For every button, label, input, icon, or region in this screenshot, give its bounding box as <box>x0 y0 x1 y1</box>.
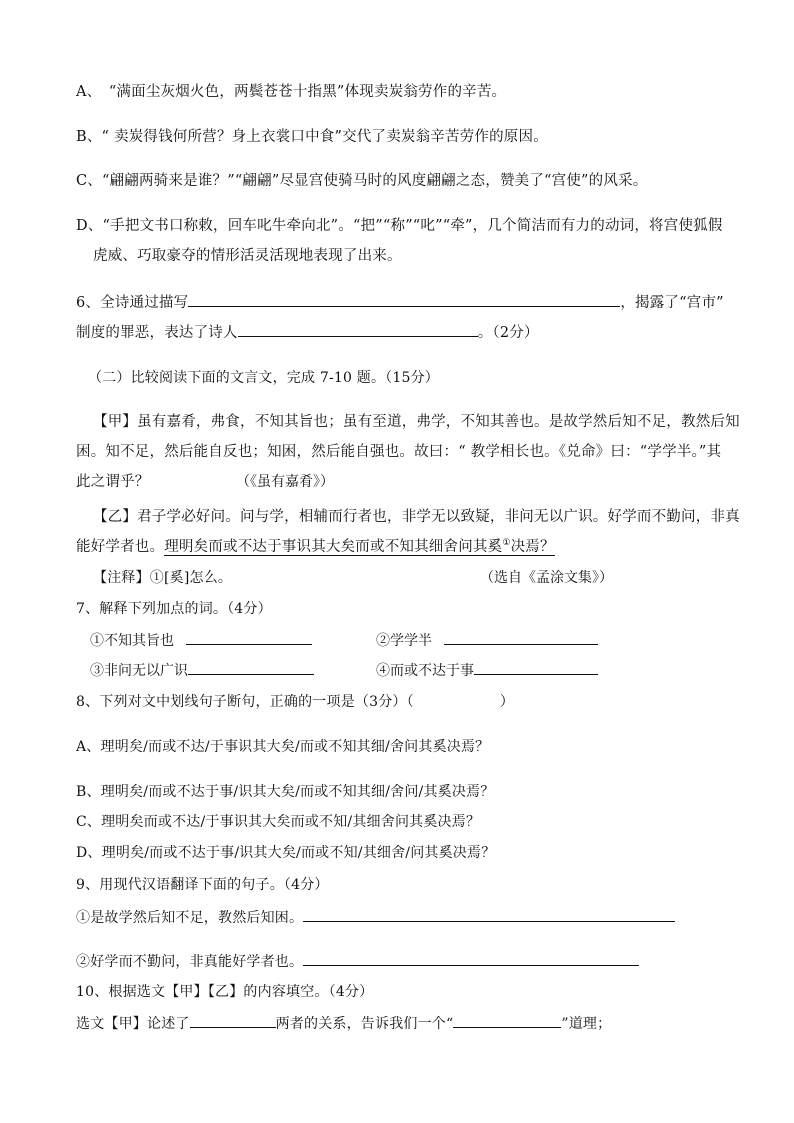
q7-blank-4[interactable] <box>474 660 598 675</box>
q7-item-2: ②学学半 <box>376 630 598 651</box>
text-yi-line1: 【乙】君子学必好问。问与学，相辅而行者也，非学无以致疑，非问无以广识。好学而不勤问，非真 <box>93 509 740 525</box>
q7-item-4: ④而或不达于事 <box>376 660 598 681</box>
annotation: 【注释】①[奚]怎么。 <box>93 570 233 586</box>
text-jia-line2: 困。知不足，然后能自反也；知困，然后能自强也。故曰：“ 教学相长也。《兑命》曰：“学学半。”其 <box>76 444 722 460</box>
option-a: A、 “满面尘灰烟火色，两鬓苍苍十指黑”体现卖炭翁劳作的辛苦。 <box>76 84 507 100</box>
text-yi-line2: 能好学者也。理明矣而或不达于事识其大矣而或不知其细舍问其奚①决焉？ <box>76 538 555 555</box>
q7-item-1: ①不知其旨也 <box>90 630 312 651</box>
q10-blank-2[interactable] <box>453 1013 561 1028</box>
q10-line1: 选文【甲】论述了 两者的关系，告诉我们一个“ ”道理； <box>76 1013 754 1034</box>
q8-option-c: C、理明矣而或不达/于事识其大矣而或不知/其细舍问其奚决焉？ <box>76 814 481 830</box>
q9-item-1: ①是故学然后知不足，教然后知困。 <box>76 907 754 928</box>
q7-blank-1[interactable] <box>186 630 312 645</box>
question-10: 10、根据选文【甲】【乙】的内容填空。（4分） <box>76 984 374 1000</box>
q8-option-a: A、理明矣/而或不达/于事识其大矣/而或不知其细/舍问其奚决焉？ <box>76 739 490 755</box>
q7-item-3: ③非问无以广识 <box>90 660 314 681</box>
q7-blank-3[interactable] <box>188 660 314 675</box>
text-jia-source: （《虽有嘉肴》） <box>236 474 334 490</box>
section-2-heading: （二）比较阅读下面的文言文，完成 7-10 题。（15分） <box>88 370 439 386</box>
question-7: 7、解释下列加点的词。（4分） <box>76 601 272 617</box>
q9-item-2: ②好学而不勤问，非真能好学者也。 <box>76 951 754 972</box>
q7-blank-2[interactable] <box>444 630 598 645</box>
q6-blank-2[interactable] <box>238 322 478 337</box>
text-jia-line1: 【甲】虽有嘉肴，弗食，不知其旨也；虽有至道，弗学，不知其善也。是故学然后知不足，教然后知 <box>93 414 740 430</box>
q6-blank-1[interactable] <box>188 292 620 307</box>
underlined-sentence: 理明矣而或不达于事识其大矣而或不知其细舍问其奚①决焉？ <box>164 538 555 555</box>
q8-option-b: B、理明矣/而或不达于事/识其大矣/而或不知其细/舍问/其奚决焉？ <box>76 784 495 800</box>
q9-blank-2[interactable] <box>303 951 639 966</box>
q8-option-d: D、理明矣/而或不达于事/识其大矣/而或不知/其细舍/问其奚决焉？ <box>76 845 496 861</box>
q10-blank-1[interactable] <box>190 1013 276 1028</box>
text-jia-line3: 此之谓乎？ <box>76 474 150 490</box>
question-9: 9、用现代汉语翻译下面的句子。（4分） <box>76 877 329 893</box>
option-d-line1: D、“手把文书口称敕，回车叱牛牵向北”。“把”“称”“叱”“牵”，几个简洁而有力的动词，将宫使狐假 <box>76 218 723 234</box>
question-6-line1: 6、全诗通过描写 ，揭露了“宫市” <box>76 292 754 313</box>
q9-blank-1[interactable] <box>303 907 675 922</box>
option-d-line2: 虎威、巧取豪夺的情形活灵活现地表现了出来。 <box>93 248 402 264</box>
option-c: C、“翩翩两骑来是谁？”“翩翩”尽显宫使骑马时的风度翩翩之态，赞美了“宫使”的风采。 <box>76 173 648 189</box>
option-b: B、“ 卖炭得钱何所营？身上衣裳口中食”交代了卖炭翁辛苦劳作的原因。 <box>76 129 548 145</box>
question-8: 8、下列对文中划线句子断句，正确的一项是（3分）（ ） <box>76 694 515 710</box>
question-6-line2: 制度的罪恶，表达了诗人 。（2分） <box>76 322 754 343</box>
annotation-source: （选自《孟涂文集》） <box>480 570 613 586</box>
